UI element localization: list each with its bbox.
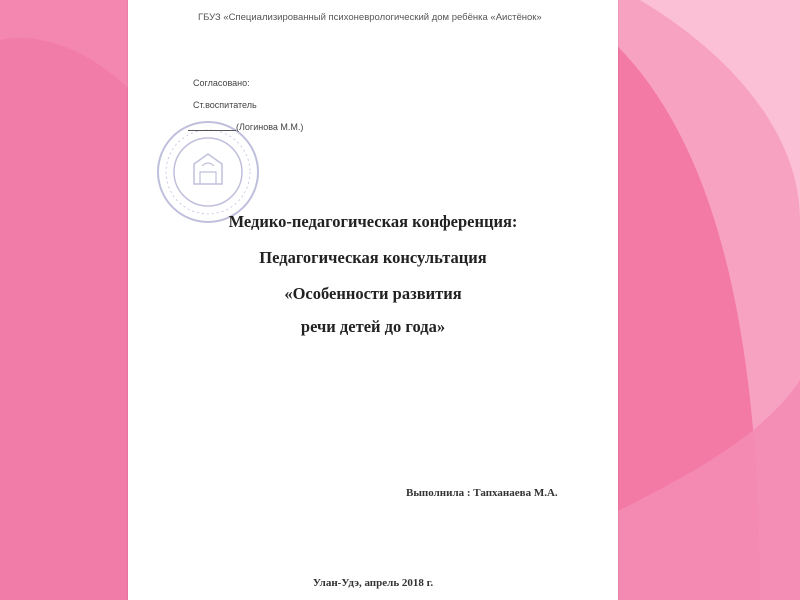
signature-line xyxy=(188,130,236,131)
approval-signatory: (Логинова М.М.) xyxy=(236,122,304,132)
approval-label: Согласовано: xyxy=(193,78,250,88)
seal-stamp-icon xyxy=(154,118,262,226)
author-line: Выполнила : Тапханаева М.А. xyxy=(406,487,558,499)
title-line-3: «Особенности развития xyxy=(284,284,462,303)
title-line-2: Педагогическая консультация xyxy=(259,248,487,267)
title-line-4: речи детей до года» xyxy=(300,317,446,336)
approval-position: Ст.воспитатель xyxy=(193,100,257,110)
organization-header: ГБУЗ «Специализированный психоневрологический дом ребёнка «Аистёнок» xyxy=(198,12,542,23)
document-page xyxy=(128,0,618,600)
title-line-1: Медико-педагогическая конференция: xyxy=(228,212,518,231)
place-date: Улан-Удэ, апрель 2018 г. xyxy=(312,577,434,589)
